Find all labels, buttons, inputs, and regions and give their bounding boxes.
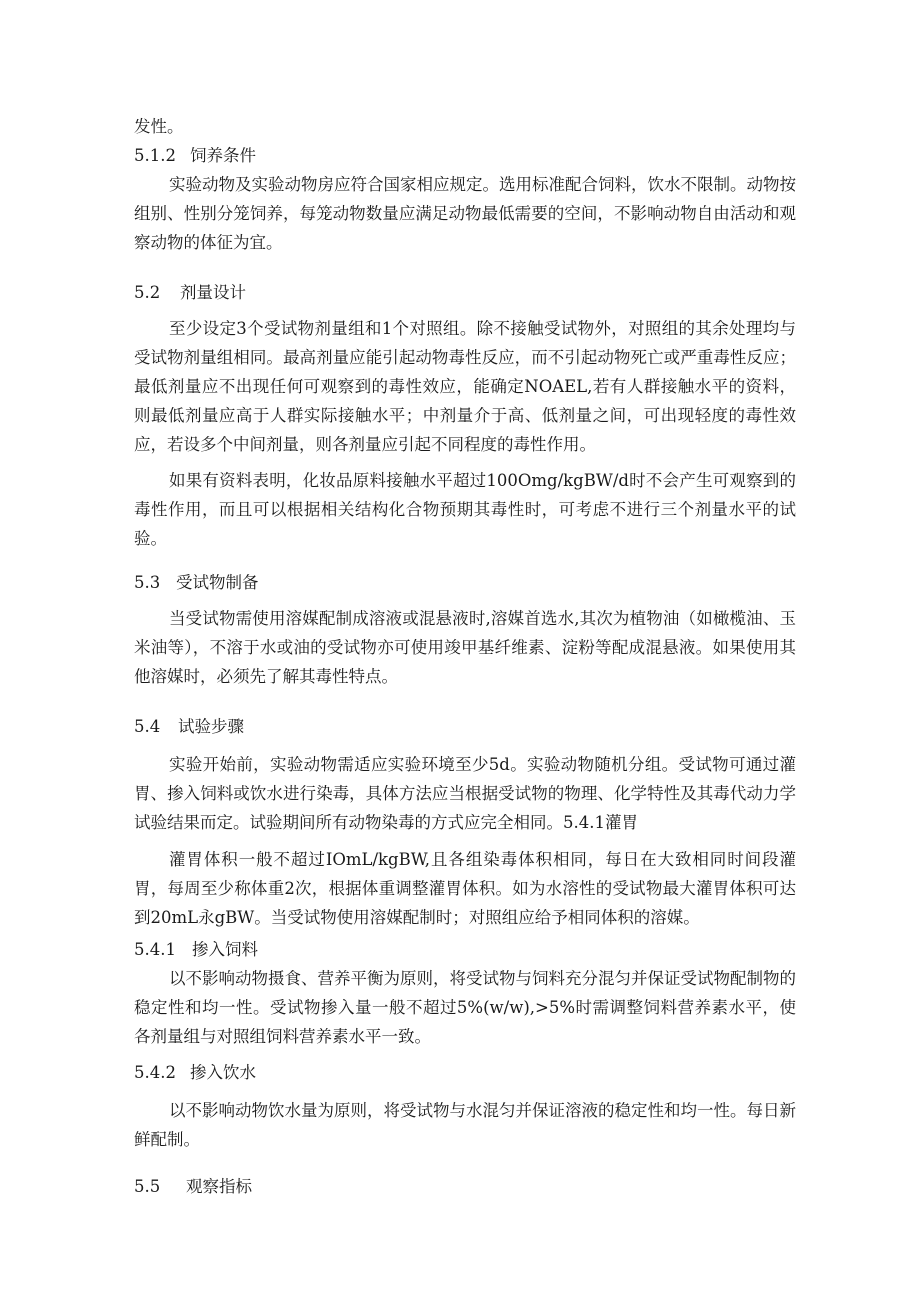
section-title: 试验步骤: [178, 717, 244, 736]
section-title: 受试物制备: [176, 573, 259, 592]
section-title: 饲养条件: [190, 146, 256, 165]
section-title: 剂量设计: [180, 283, 246, 302]
section-heading-5-2: [134, 278, 796, 307]
lead-text: 发性。: [134, 117, 184, 136]
section-number: 5.4.1: [134, 940, 176, 959]
section-heading-5-3: [134, 568, 796, 597]
paragraph-dose-exemption: 如果有资料表明，化妆品原料接触水平超过100Omg/kgBW/d时不会产生可观察到的毒性作用，而且可以根据相关结构化合物预期其毒性时，可考虑不进行三个剂量水平的试验。: [134, 471, 796, 548]
section-number: 5.2: [134, 283, 161, 302]
paragraph-gavage: 灌胃体积一般不超过IOmL/kgBW,且各组染毒体积相同，每日在大致相同时间段灌胃，每周至少称体重2次，根据体重调整灌胃体积。如为水溶性的受试物最大灌胃体积可达到20mL永gBW。当受试物使用溶媒配制时；对照组应给予相同体积的溶媒。: [134, 850, 796, 927]
section-heading-5-4-2: [134, 1058, 796, 1087]
section-number: 5.1.2: [134, 146, 176, 165]
section-heading-5-5: [134, 1172, 796, 1201]
paragraph-feed-mixing: 以不影响动物摄食、营养平衡为原则，将受试物与饲料充分混匀并保证受试物配制物的稳定性和均一性。受试物掺入量一般不超过5%(w/w),>5%时需调整饲料营养素水平，使各剂量组与对照组饲料营养素水平一致。: [134, 969, 796, 1046]
section-number: 5.4: [134, 717, 161, 736]
section-heading-5-1-2: [134, 141, 796, 170]
section-heading-5-4-1: [134, 935, 796, 964]
section-number: 5.5: [134, 1177, 161, 1196]
section-title: 掺入饲料: [192, 940, 258, 959]
paragraph-dose-design: 至少设定3个受试物剂量组和1个对照组。除不接触受试物外，对照组的其余处理均与受试物剂量组相同。最高剂量应能引起动物毒性反应，而不引起动物死亡或严重毒性反应；最低剂量应不出现任何可观察到的毒性效应，能确定NOAEL,若有人群接触水平的资料，则最低剂量应高于人群实际接触水平；中剂量介于高、低剂量之间，可出现轻度的毒性效应，若设多个中间剂量，则各剂量应引起不同程度的毒性作用。: [134, 319, 796, 454]
section-title: 观察指标: [186, 1177, 252, 1196]
paragraph-procedure: 实验开始前，实验动物需适应实验环境至少5d。实验动物随机分组。受试物可通过灌胃、掺入饲料或饮水进行染毒，具体方法应当根据受试物的物理、化学特性及其毒代动力学试验结果而定。试验期间所有动物染毒的方式应完全相同。5.4.1灌胃: [134, 755, 796, 832]
paragraph-preparation: 当受试物需使用溶媒配制成溶液或混悬液时,溶媒首选水,其次为植物油（如橄榄油、玉米油等），不溶于水或油的受试物亦可使用竣甲基纤维素、淀粉等配成混悬液。如果使用其他溶媒时，必须先了解其毒性特点。: [134, 609, 796, 686]
section-number: 5.3: [134, 573, 161, 592]
paragraph-feeding: 实验动物及实验动物房应符合国家相应规定。选用标准配合饲料，饮水不限制。动物按组别、性别分笼饲养，每笼动物数量应满足动物最低需要的空间，不影响动物自由活动和观察动物的体征为宜。: [134, 175, 796, 252]
section-heading-5-4: [134, 712, 796, 741]
section-number: 5.4.2: [134, 1063, 176, 1082]
paragraph-water-mixing: 以不影响动物饮水量为原则，将受试物与水混匀并保证溶液的稳定性和均一性。每日新鲜配制。: [134, 1101, 796, 1149]
section-title: 掺入饮水: [190, 1063, 256, 1082]
